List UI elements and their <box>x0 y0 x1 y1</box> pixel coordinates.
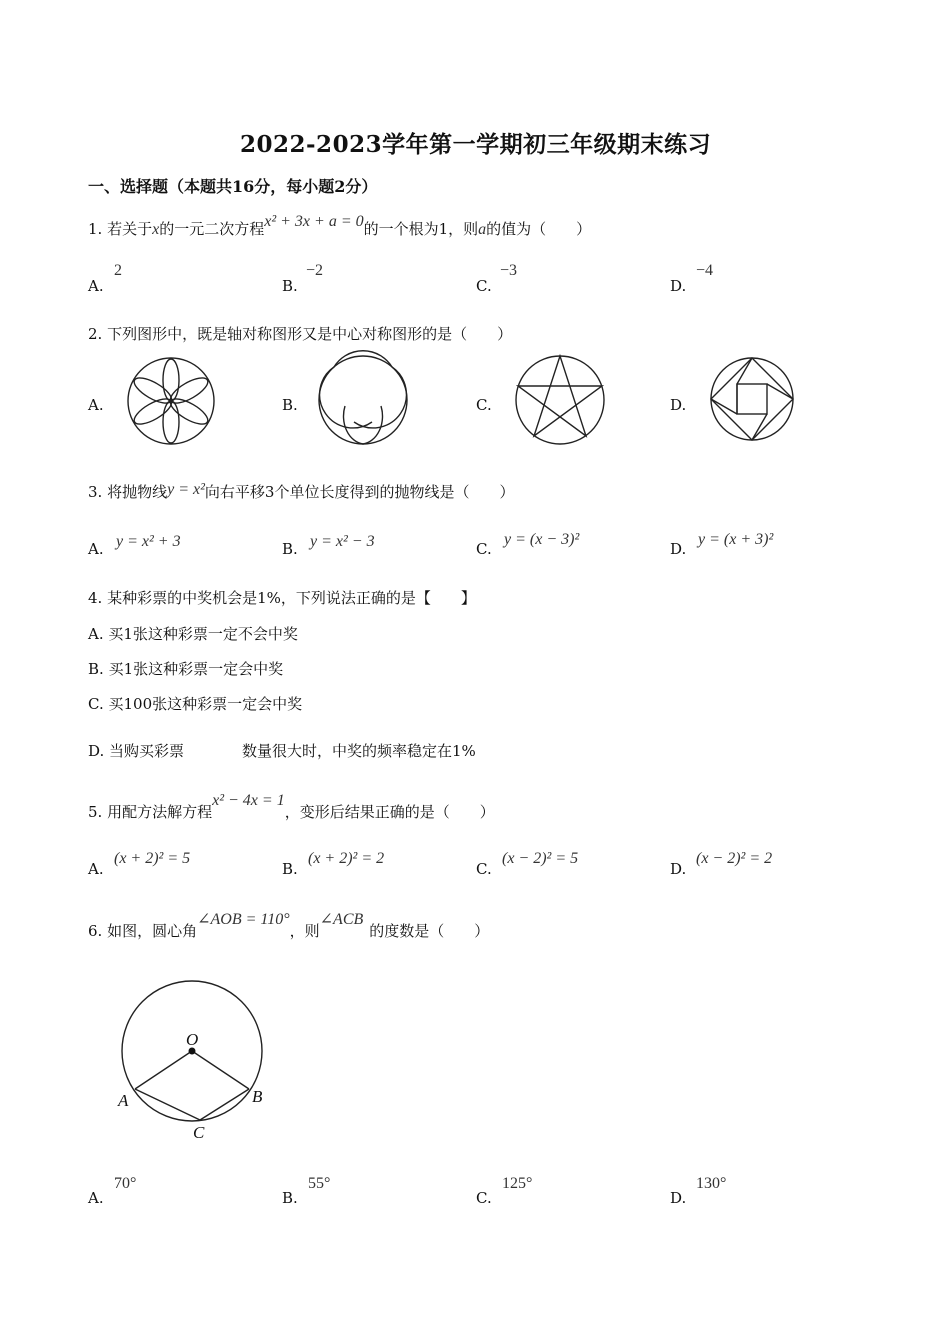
q1-equation: x² + 3x + a = 0 <box>264 213 364 230</box>
section-heading: 一、选择题（本题共16分，每小题2分） <box>88 177 378 196</box>
q4-option-a-label: A. <box>88 625 104 643</box>
q2-option-c-label: C. <box>476 396 492 414</box>
q2-text: 下列图形中，既是轴对称图形又是中心对称图形的是（ ） <box>107 325 513 343</box>
q6-option-a-label: A. <box>88 1189 104 1207</box>
q2-number: 2. <box>88 325 103 343</box>
q4-option-b-text: 买1张这种彩票一定会中奖 <box>108 660 284 678</box>
q6-option-b-label: B. <box>282 1189 298 1207</box>
q4-option-a-text: 买1张这种彩票一定不会中奖 <box>108 625 298 643</box>
q5-option-d-value: (x − 2)² = 2 <box>696 850 773 867</box>
pinwheel-circle-figure <box>709 356 795 442</box>
q6-pre: 如图，圆心角 <box>107 922 198 940</box>
q3-option-d-value: y = (x + 3)² <box>698 531 774 548</box>
q4-option-b <box>88 658 283 679</box>
q4-option-d-text-b: 数量很大时，中奖的频率稳定在1% <box>242 742 476 760</box>
q3-option-a-value: y = x² + 3 <box>116 533 181 550</box>
q5-post: ，变形后结果正确的是（ ） <box>284 803 495 821</box>
q1-option-c-value: −3 <box>500 262 518 279</box>
q5-option-a-label: A. <box>88 860 104 878</box>
q1-var-a: a <box>478 221 487 238</box>
q4-option-d <box>88 740 184 761</box>
q5-option-b-label: B. <box>282 860 298 878</box>
q3-option-c-value: y = (x − 3)² <box>504 531 580 548</box>
q1-var-x: x <box>152 221 160 238</box>
q1-option-a-value: 2 <box>114 262 122 279</box>
q3-number: 3. <box>88 483 103 501</box>
q5-option-b-value: (x + 2)² = 2 <box>308 850 385 867</box>
q4-text: 某种彩票的中奖机会是1%，下列说法正确的是【 】 <box>107 589 476 607</box>
q5-option-c-label: C. <box>476 860 492 878</box>
q1-mid2: 的一个根为1，则 <box>363 220 479 238</box>
q3-option-a-label: A. <box>88 540 104 558</box>
question-4 <box>88 587 476 608</box>
point-b-label: B <box>252 1087 263 1106</box>
q6-post: 的度数是（ ） <box>369 922 490 940</box>
q6-option-c-value: 125° <box>502 1175 533 1192</box>
star-circle-figure <box>514 354 606 446</box>
q3-option-d-label: D. <box>670 540 687 558</box>
q5-option-c-value: (x − 2)² = 5 <box>502 850 579 867</box>
q2-option-b-label: B. <box>282 396 298 414</box>
flower-circle-figure <box>126 356 216 446</box>
q3-post: 向右平移3个单位长度得到的抛物线是（ ） <box>204 483 515 501</box>
three-arcs-circle-figure <box>318 354 408 446</box>
q4-option-d-label: D. <box>88 742 105 760</box>
question-5 <box>88 792 495 822</box>
q1-option-b-value: −2 <box>306 262 324 279</box>
q4-option-a <box>88 623 298 644</box>
q4-option-c <box>88 693 302 714</box>
question-2 <box>88 323 512 344</box>
q1-pre: 若关于 <box>107 220 153 238</box>
q3-option-b-label: B. <box>282 540 298 558</box>
q3-option-c-label: C. <box>476 540 492 558</box>
point-c-label: C <box>193 1123 205 1142</box>
q6-option-c-label: C. <box>476 1189 492 1207</box>
q1-post: 的值为（ ） <box>486 220 592 238</box>
q1-option-d-value: −4 <box>696 262 714 279</box>
q4-option-b-label: B. <box>88 660 104 678</box>
q2-option-a-label: A. <box>88 396 104 414</box>
q6-mid: ，则 <box>289 922 320 940</box>
q1-option-d-label: D. <box>670 277 687 295</box>
q3-pre: 将抛物线 <box>107 483 168 501</box>
circle-angle-figure <box>110 975 280 1145</box>
q5-pre: 用配方法解方程 <box>107 803 213 821</box>
q2-option-d-label: D. <box>670 396 687 414</box>
q1-number: 1. <box>88 220 103 238</box>
q1-option-b-label: B. <box>282 277 298 295</box>
point-o-label: O <box>186 1030 199 1049</box>
q4-option-c-text: 买100张这种彩票一定会中奖 <box>108 695 303 713</box>
q1-option-a-label: A. <box>88 277 104 295</box>
q6-option-d-value: 130° <box>696 1175 727 1192</box>
question-6 <box>88 911 490 941</box>
q6-equation-1: ∠AOB = 110° <box>197 911 290 928</box>
q4-number: 4. <box>88 589 103 607</box>
q1-option-c-label: C. <box>476 277 492 295</box>
page-title: 2022-2023学年第一学期初三年级期末练习 <box>240 131 712 158</box>
q5-option-d-label: D. <box>670 860 687 878</box>
q4-option-d-text-a: 当购买彩票 <box>109 742 185 760</box>
q5-number: 5. <box>88 803 103 821</box>
q6-equation-2: ∠ACB <box>319 911 364 928</box>
q3-option-b-value: y = x² − 3 <box>310 533 375 550</box>
q6-number: 6. <box>88 922 103 940</box>
q6-option-a-value: 70° <box>114 1175 137 1192</box>
q6-option-d-label: D. <box>670 1189 687 1207</box>
q5-option-a-value: (x + 2)² = 5 <box>114 850 191 867</box>
q3-equation: y = x² <box>167 481 205 498</box>
q5-equation: x² − 4x = 1 <box>212 792 285 809</box>
q6-option-b-value: 55° <box>308 1175 331 1192</box>
question-3 <box>88 481 514 502</box>
q4-option-c-label: C. <box>88 695 104 713</box>
q1-mid1: 的一元二次方程 <box>159 220 265 238</box>
question-1 <box>88 213 592 239</box>
point-a-label: A <box>118 1091 129 1110</box>
